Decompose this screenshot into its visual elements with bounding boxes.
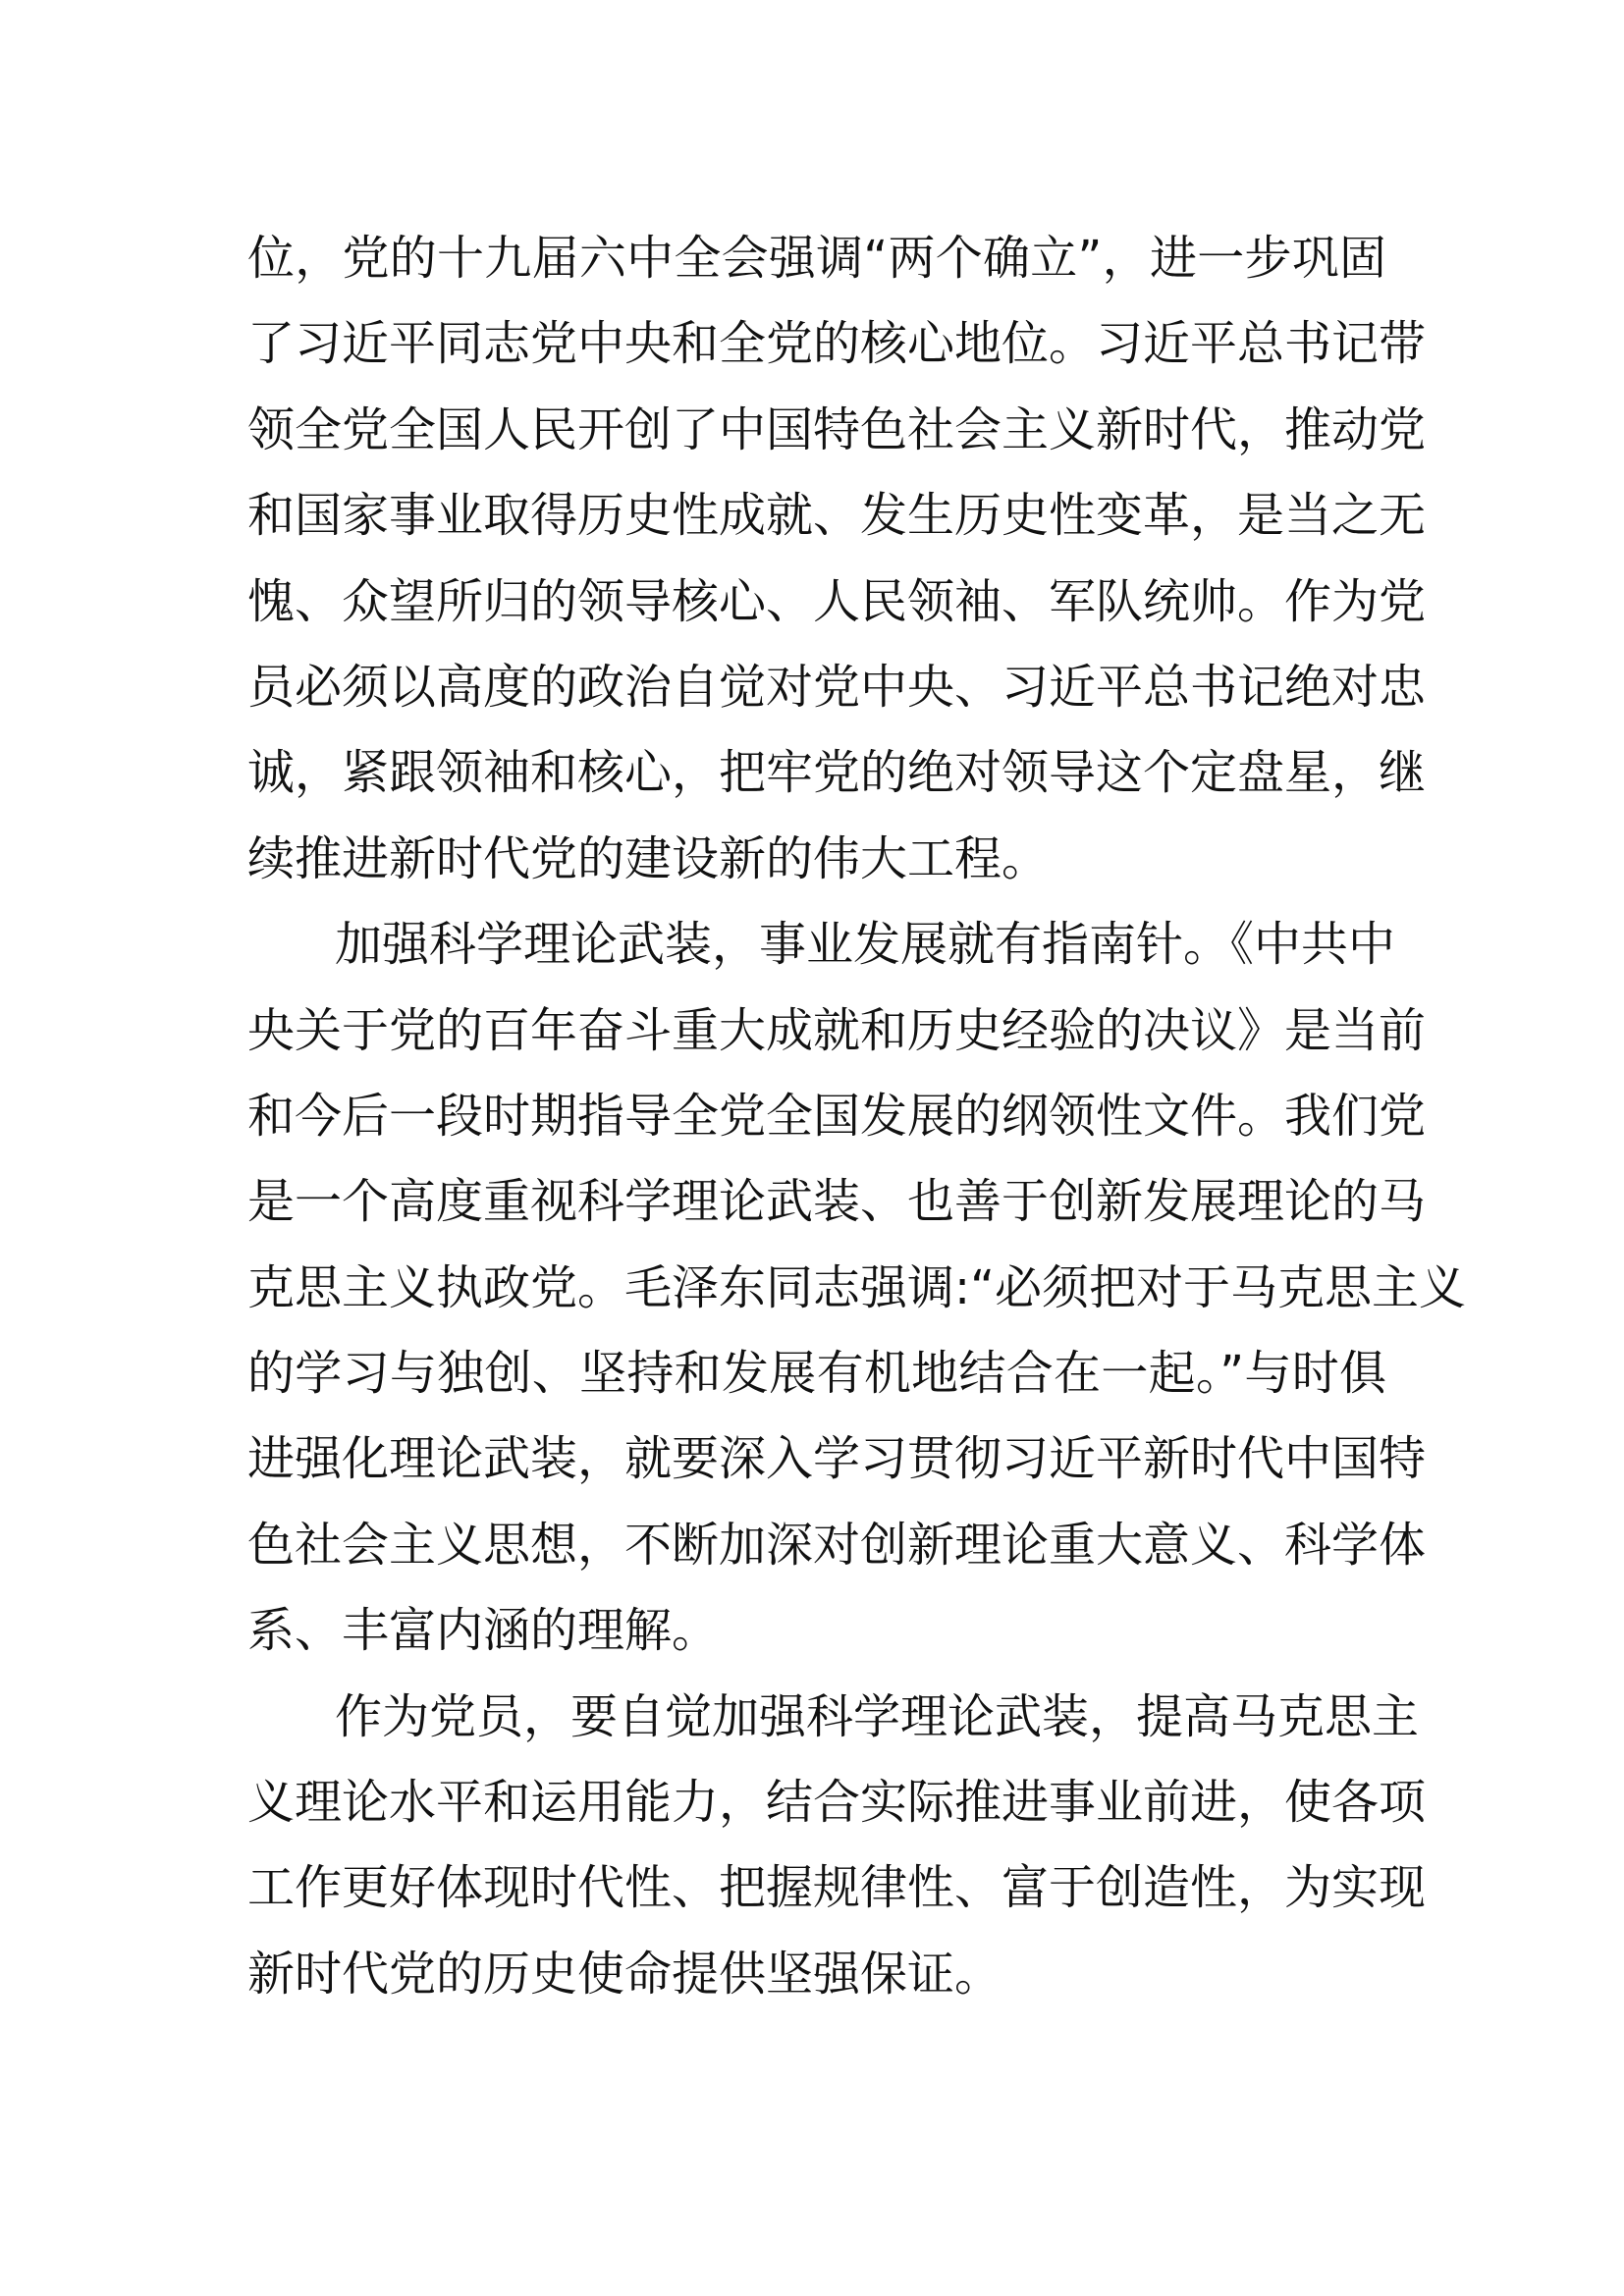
paragraph-line: 色社会主义思想，不断加深对创新理论重大意义、科学体 bbox=[247, 1517, 1427, 1573]
paragraph-line: 愧、众望所归的领导核心、人民领袖、军队统帅。作为党 bbox=[247, 573, 1427, 629]
paragraph-line: 和今后一段时期指导全党全国发展的纲领性文件。我们党 bbox=[247, 1088, 1427, 1144]
paragraph-2 bbox=[247, 902, 1467, 1675]
paragraph-line: 系、丰富内涵的理解。 bbox=[247, 1603, 720, 1659]
paragraph-line: 了习近平同志党中央和全党的核心地位。习近平总书记带 bbox=[247, 316, 1427, 372]
paragraph-line: 央关于党的百年奋斗重大成就和历史经验的决议》是当前 bbox=[247, 1002, 1427, 1058]
paragraph-line: 位，党的十九届六中全会强调“两个确立”，进一步巩固 bbox=[247, 231, 1386, 286]
paragraph-line: 续推进新时代党的建设新的伟大工程。 bbox=[247, 830, 1050, 886]
paragraph-line: 的学习与独创、坚持和发展有机地结合在一起。”与时俱 bbox=[247, 1346, 1386, 1402]
paragraph-line: 义理论水平和运用能力，结合实际推进事业前进，使各项 bbox=[247, 1775, 1427, 1831]
paragraph-line: 加强科学理论武装，事业发展就有指南针。《中共中 bbox=[335, 917, 1396, 973]
paragraph-line: 员必须以高度的政治自觉对党中央、习近平总书记绝对忠 bbox=[247, 659, 1427, 715]
paragraph-3 bbox=[247, 1675, 1427, 2018]
paragraph-line: 领全党全国人民开创了中国特色社会主义新时代，推动党 bbox=[247, 401, 1427, 457]
paragraph-line: 作为党员，要自觉加强科学理论武装，提高马克思主 bbox=[335, 1688, 1420, 1744]
paragraph-line: 工作更好体现时代性、把握规律性、富于创造性，为实现 bbox=[247, 1860, 1427, 1916]
paragraph-line: 新时代党的历史使命提供坚强保证。 bbox=[247, 1946, 1002, 2002]
paragraph-line: 进强化理论武装，就要深入学习贯彻习近平新时代中国特 bbox=[247, 1431, 1427, 1487]
paragraph-line: 诚，紧跟领袖和核心，把牢党的绝对领导这个定盘星，继 bbox=[247, 745, 1427, 801]
paragraph-line: 和国家事业取得历史性成就、发生历史性变革，是当之无 bbox=[247, 488, 1427, 544]
paragraph-line: 克思主义执政党。毛泽东同志强调:“必须把对于马克思主义 bbox=[247, 1259, 1467, 1315]
paragraph-1 bbox=[247, 216, 1427, 902]
document-body bbox=[247, 216, 1467, 2017]
paragraph-line: 是一个高度重视科学理论武装、也善于创新发展理论的马 bbox=[247, 1174, 1427, 1230]
